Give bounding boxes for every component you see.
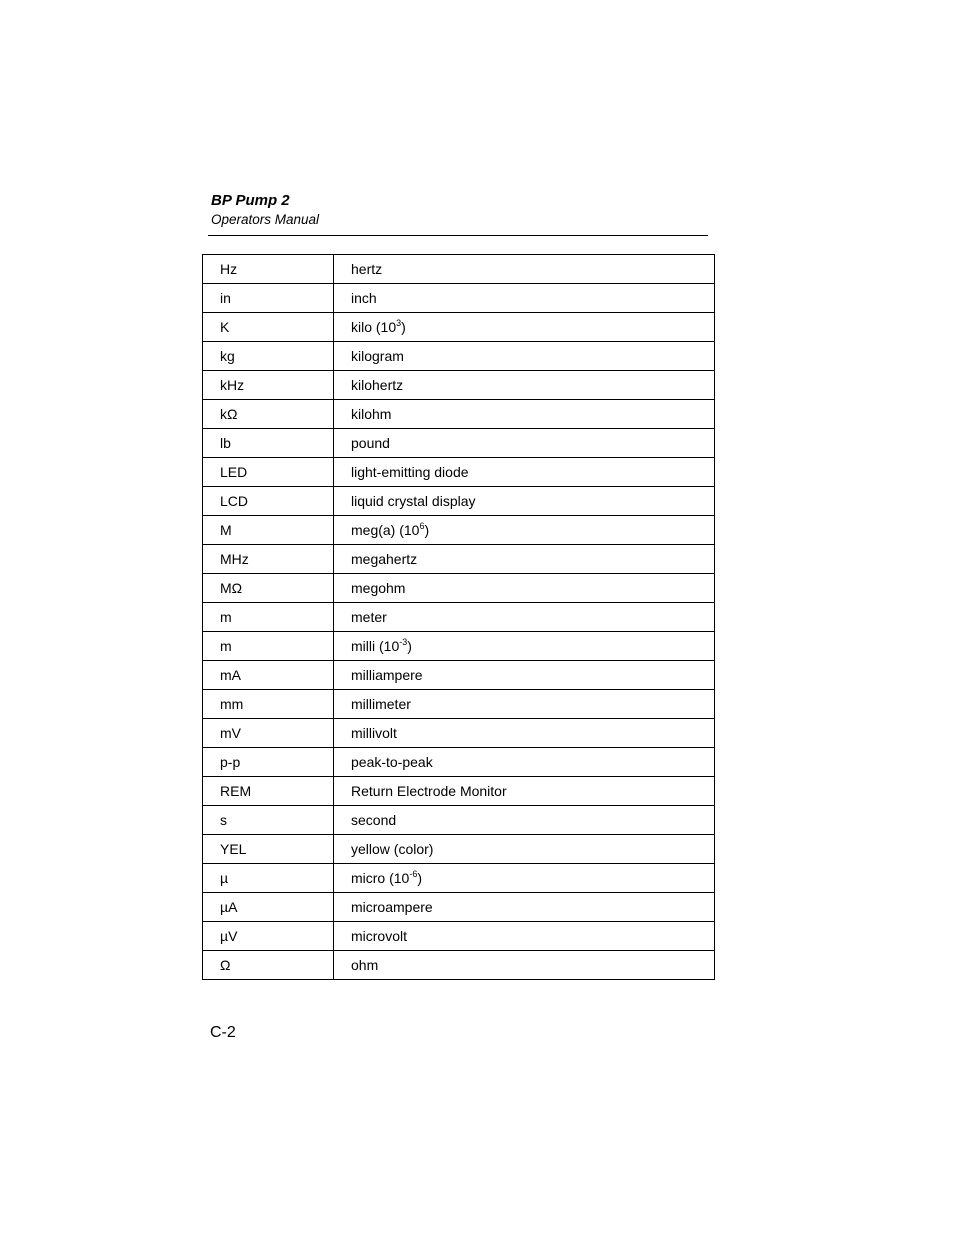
abbreviation-cell: m xyxy=(203,603,334,632)
meaning-cell xyxy=(334,603,715,632)
meaning-suffix: ) xyxy=(417,870,423,886)
meaning-cell xyxy=(334,719,715,748)
abbreviation-cell: MΩ xyxy=(203,574,334,603)
abbreviation-cell: µA xyxy=(203,893,334,922)
table-row xyxy=(203,313,715,342)
meaning-text: ohm xyxy=(351,957,379,973)
table-row xyxy=(203,748,715,777)
abbreviation-cell: lb xyxy=(203,429,334,458)
meaning-cell xyxy=(334,661,715,690)
table-row xyxy=(203,487,715,516)
meaning-cell xyxy=(334,400,715,429)
abbreviation-cell: YEL xyxy=(203,835,334,864)
meaning-text: kilohm xyxy=(351,406,392,422)
meaning-cell xyxy=(334,574,715,603)
page-header xyxy=(208,190,708,236)
table-row xyxy=(203,342,715,371)
abbreviation-cell: kHz xyxy=(203,371,334,400)
table-row xyxy=(203,371,715,400)
meaning-text: kilo (10 xyxy=(351,319,397,335)
abbreviation-cell: in xyxy=(203,284,334,313)
table-row xyxy=(203,690,715,719)
table-row xyxy=(203,458,715,487)
meaning-cell xyxy=(334,632,715,661)
meaning-cell xyxy=(334,864,715,893)
meaning-cell xyxy=(334,429,715,458)
abbreviation-cell: m xyxy=(203,632,334,661)
abbreviation-cell: µ xyxy=(203,864,334,893)
meaning-cell xyxy=(334,371,715,400)
abbreviation-cell: M xyxy=(203,516,334,545)
meaning-suffix: ) xyxy=(407,638,412,654)
meaning-cell xyxy=(334,313,715,342)
meaning-text: megohm xyxy=(351,580,406,596)
abbreviation-cell: p-p xyxy=(203,748,334,777)
meaning-text: kilohertz xyxy=(351,377,404,393)
meaning-text: milli (10 xyxy=(351,638,400,654)
meaning-text: meg(a) (10 xyxy=(351,522,420,538)
table-row xyxy=(203,806,715,835)
meaning-cell xyxy=(334,516,715,545)
abbreviations-table-body xyxy=(203,255,715,980)
table-row xyxy=(203,777,715,806)
table-row xyxy=(203,719,715,748)
meaning-cell xyxy=(334,777,715,806)
meaning-cell xyxy=(334,255,715,284)
meaning-text: milliampere xyxy=(351,667,423,683)
abbreviation-cell: Hz xyxy=(203,255,334,284)
table-row xyxy=(203,429,715,458)
meaning-text: millimeter xyxy=(351,696,411,712)
meaning-cell xyxy=(334,458,715,487)
document-title: BP Pump 2 xyxy=(211,192,290,209)
exponent: -6 xyxy=(409,869,418,879)
meaning-cell xyxy=(334,545,715,574)
table-row xyxy=(203,284,715,313)
table-row xyxy=(203,255,715,284)
meaning-text: kilogram xyxy=(351,348,404,364)
meaning-cell xyxy=(334,806,715,835)
table-row xyxy=(203,893,715,922)
exponent: 3 xyxy=(396,318,402,328)
table-row xyxy=(203,951,715,980)
abbreviation-cell: µV xyxy=(203,922,334,951)
table-row xyxy=(203,516,715,545)
table-row xyxy=(203,632,715,661)
abbreviation-cell: s xyxy=(203,806,334,835)
meaning-text: inch xyxy=(351,290,377,306)
meaning-cell xyxy=(334,284,715,313)
meaning-text: yellow (color) xyxy=(351,841,434,857)
meaning-cell xyxy=(334,951,715,980)
meaning-text: hertz xyxy=(351,261,383,277)
document-subtitle: Operators Manual xyxy=(211,212,320,227)
meaning-cell xyxy=(334,342,715,371)
meaning-cell xyxy=(334,487,715,516)
meaning-cell xyxy=(334,922,715,951)
abbreviation-cell: kΩ xyxy=(203,400,334,429)
abbreviation-cell: LCD xyxy=(203,487,334,516)
table-row xyxy=(203,661,715,690)
table-row xyxy=(203,922,715,951)
abbreviation-cell: kg xyxy=(203,342,334,371)
meaning-text: second xyxy=(351,812,397,828)
exponent: -3 xyxy=(399,637,408,647)
meaning-text: microvolt xyxy=(351,928,408,944)
table-row xyxy=(203,864,715,893)
meaning-cell xyxy=(334,893,715,922)
meaning-suffix: ) xyxy=(401,319,406,335)
meaning-text: millivolt xyxy=(351,725,397,741)
meaning-text: Return Electrode Monitor xyxy=(351,783,507,799)
meaning-text: megahertz xyxy=(351,551,418,567)
meaning-cell xyxy=(334,835,715,864)
meaning-text: light-emitting diode xyxy=(351,464,469,480)
meaning-text: meter xyxy=(351,609,387,625)
page-number: C-2 xyxy=(210,1024,236,1041)
abbreviation-cell: LED xyxy=(203,458,334,487)
exponent: 6 xyxy=(419,521,425,531)
meaning-cell xyxy=(334,690,715,719)
meaning-suffix: ) xyxy=(424,522,430,538)
abbreviation-cell: Ω xyxy=(203,951,334,980)
table-row xyxy=(203,545,715,574)
meaning-cell xyxy=(334,748,715,777)
table-row xyxy=(203,574,715,603)
table-row xyxy=(203,835,715,864)
abbreviation-cell: K xyxy=(203,313,334,342)
abbreviation-cell: MHz xyxy=(203,545,334,574)
table-row xyxy=(203,400,715,429)
table-row xyxy=(203,603,715,632)
abbreviation-cell: mA xyxy=(203,661,334,690)
meaning-text: liquid crystal display xyxy=(351,493,476,509)
meaning-text: peak-to-peak xyxy=(351,754,433,770)
meaning-text: micro (10 xyxy=(351,870,410,886)
abbreviation-cell: mV xyxy=(203,719,334,748)
abbreviation-cell: REM xyxy=(203,777,334,806)
abbreviation-cell: mm xyxy=(203,690,334,719)
meaning-text: pound xyxy=(351,435,390,451)
meaning-text: microampere xyxy=(351,899,433,915)
abbreviations-table xyxy=(202,254,715,980)
